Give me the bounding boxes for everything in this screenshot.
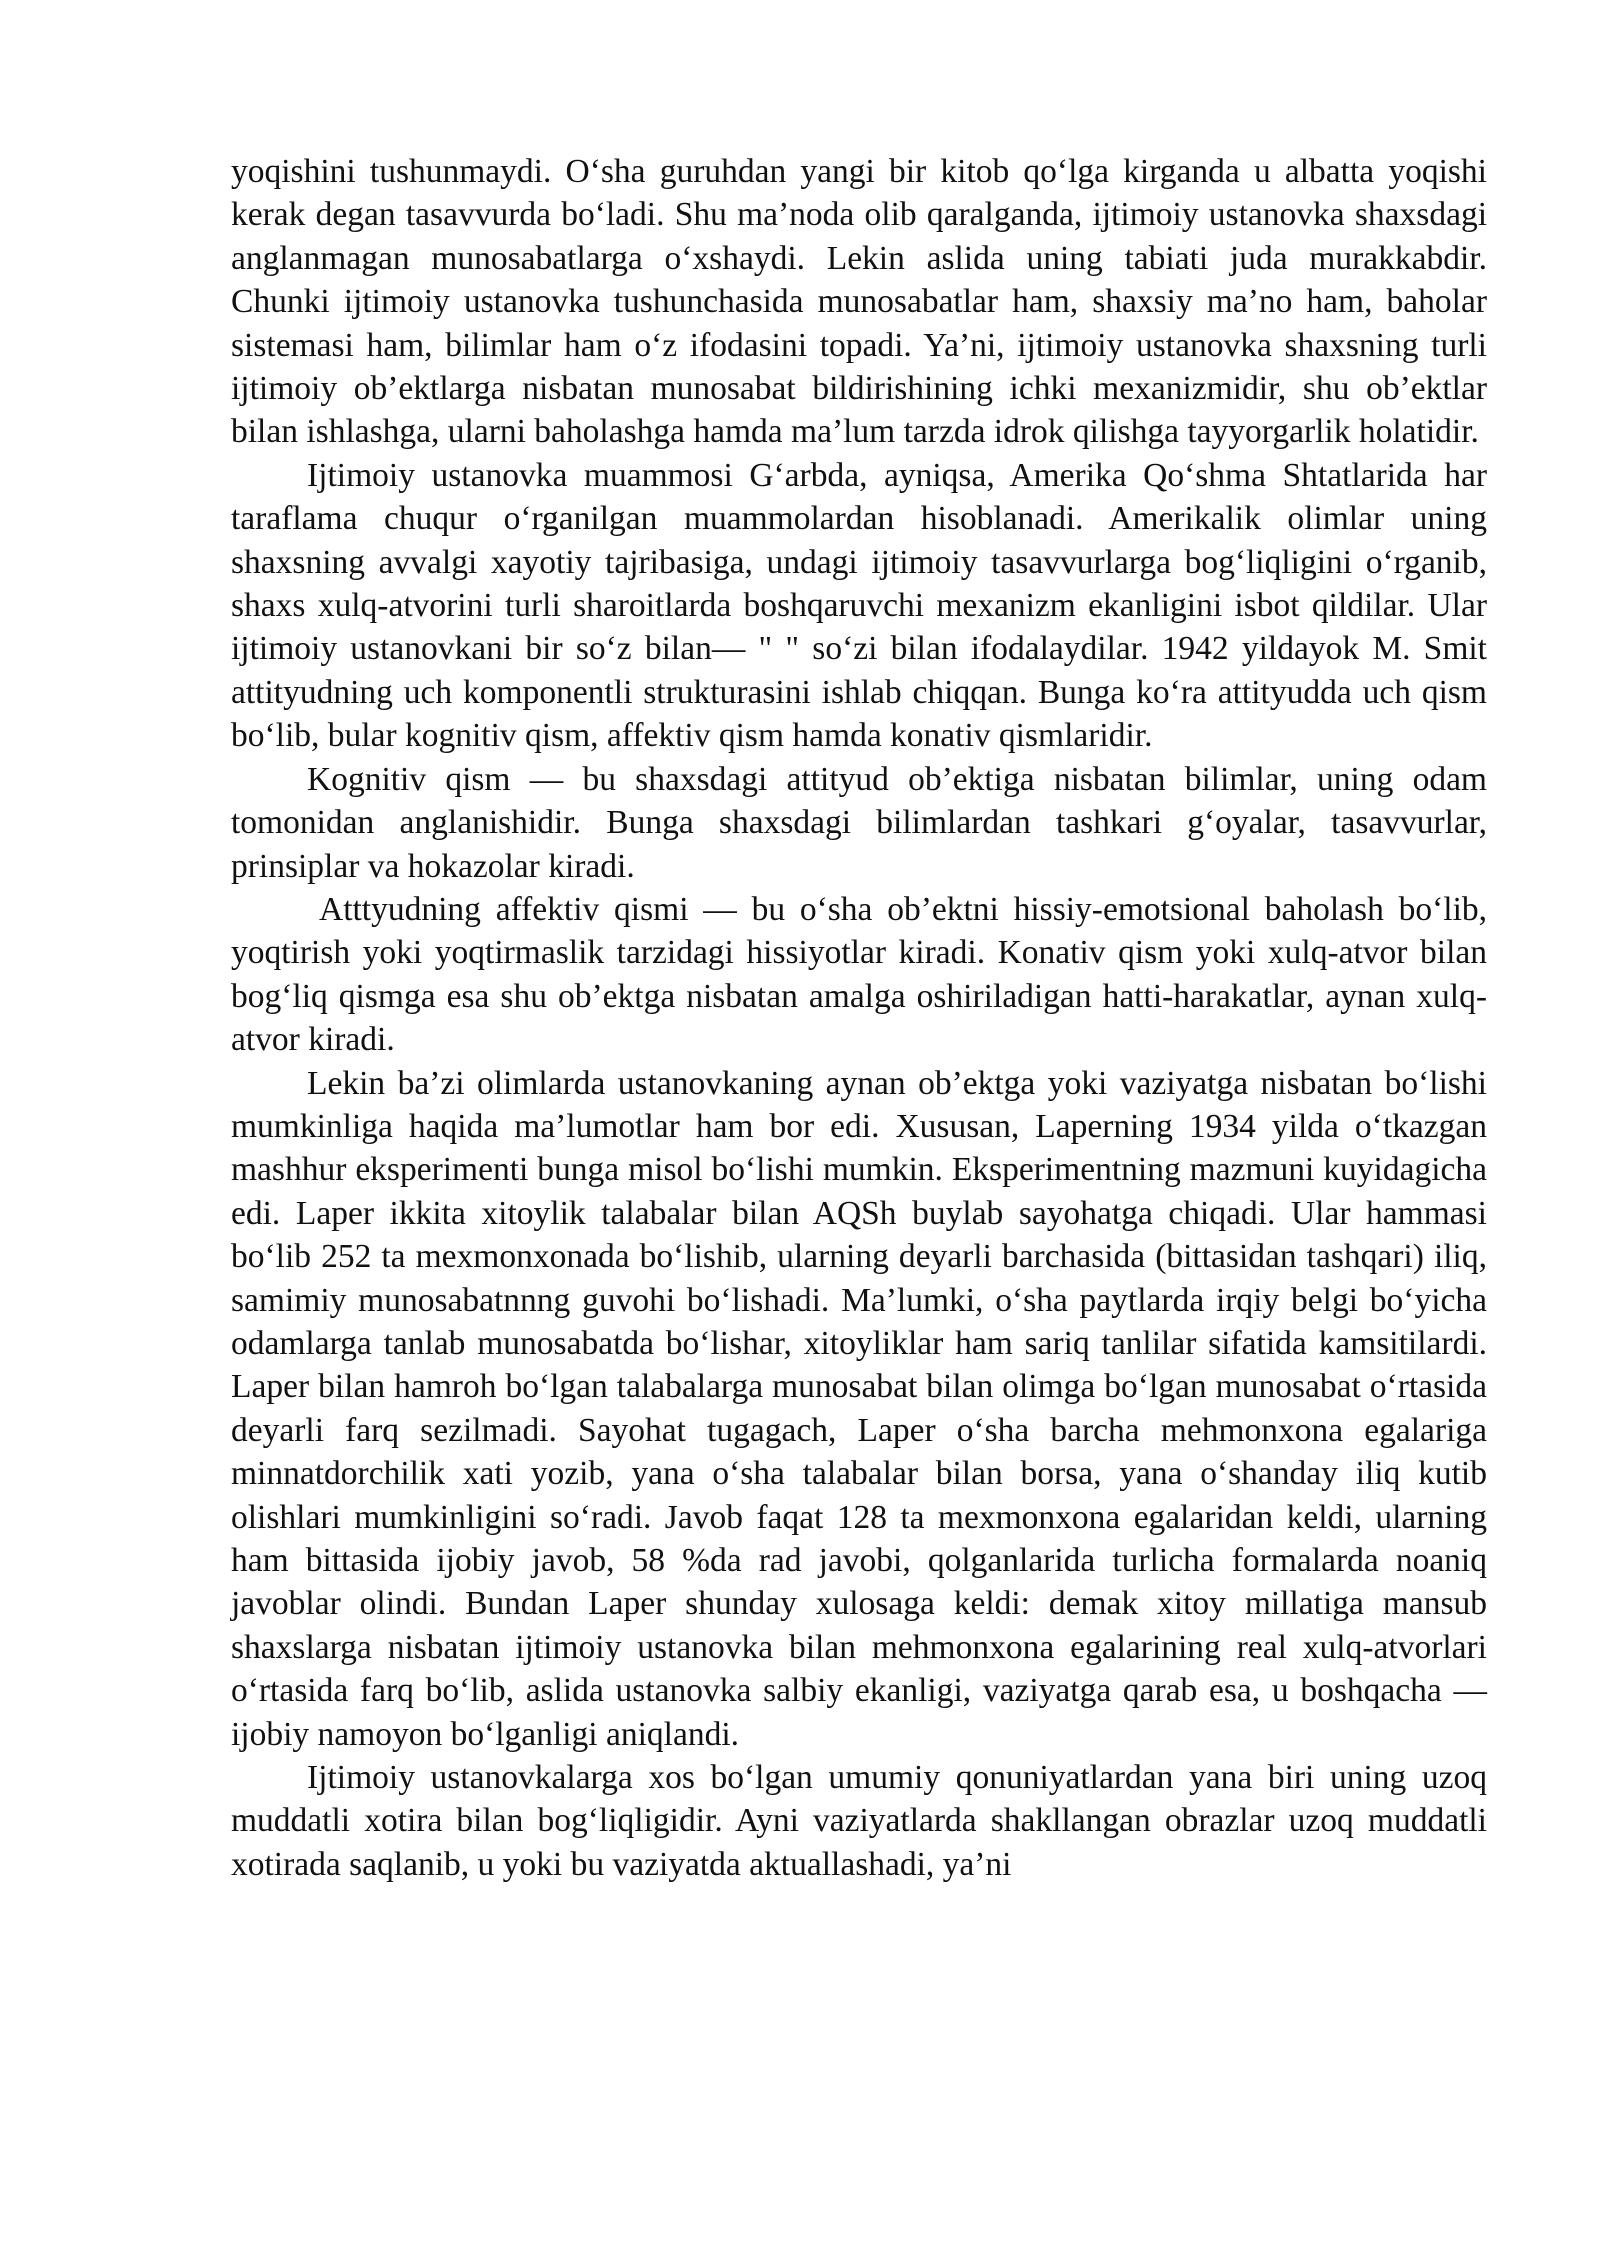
document-page: [231, 150, 1487, 1886]
paragraph-3: Kognitiv qism — bu shaxsdagi attityud ob’ektiga nisbatan bilimlar, uning odam tomonidan anglanishidir. Bunga shaxsdagi bilimlardan tashkari g‘oyalar, tasavvurlar, prinsiplar va hokazolar kiradi.: [231, 760, 1487, 885]
paragraph-6: Ijtimoiy ustanovkalarga xos bo‘lgan umumiy qonuniyatlardan yana biri uning uzoq muddatli xotira bilan bog‘liqligidir. Ayni vaziyatlarda shakllangan obrazlar uzoq muddatli xotirada saqlanib, u yoki bu vaziyatda aktuallashadi, ya’ni: [231, 1759, 1487, 1883]
paragraph-4: Atttyudning affektiv qismi — bu o‘sha ob’ektni hissiy-emotsional baholash bo‘lib, yoqtirish yoki yoqtirmaslik tarzidagi hissiyotlar kiradi. Konativ qism yoki xulq-atvor bilan bog‘liq qismga esa shu ob’ektga nisbatan amalga oshiriladigan hatti-harakatlar, aynan xulq-atvor kiradi.: [231, 890, 1487, 1059]
paragraph-1: yoqishini tushunmaydi. O‘sha guruhdan yangi bir kitob qo‘lga kirganda u albatta yoqishi kerak degan tasavvurda bo‘ladi. Shu ma’noda olib qaralganda, ijtimoiy ustanovka shaxsdagi anglanmagan munosabatlarga o‘xshaydi. Lekin aslida uning tabiati juda murakkabdir. Chunki ijtimoiy ustanovka tushunchasida munosabatlar ham, shaxsiy ma’no ham, baholar sistemasi ham, bilimlar ham o‘z ifodasini topadi. Ya’ni, ijtimoiy ustanovka shaxsning turli ijtimoiy ob’ektlarga nisbatan munosabat bildirishining ichki mexanizmidir, shu ob’ektlar bilan ishlashga, ularni baholashga hamda ma’lum tarzda idrok qilishga tayyorgarlik holatidir.: [231, 153, 1487, 451]
paragraph-2: Ijtimoiy ustanovka muammosi G‘arbda, ayniqsa, Amerika Qo‘shma Shtatlarida har taraflama chuqur o‘rganilgan muammolardan hisoblanadi. Amerikalik olimlar uning shaxsning avvalgi xayotiy tajribasiga, undagi ijtimoiy tasavvurlarga bog‘liqligini o‘rganib, shaxs xulq-atvorini turli sharoitlarda boshqaruvchi mexanizm ekanligini isbot qildilar. Ular ijtimoiy ustanovkani bir so‘z bilan— " " so‘zi bilan ifodalaydilar. 1942 yildayok M. Smit attityudning uch komponentli strukturasini ishlab chiqqan. Bunga ko‘ra attityudda uch qism bo‘lib, bular kognitiv qism, affektiv qism hamda konativ qismlaridir.: [231, 456, 1487, 755]
paragraph-5: Lekin ba’zi olimlarda ustanovkaning aynan ob’ektga yoki vaziyatga nisbatan bo‘lishi mumkinliga haqida ma’lumotlar ham bor edi. Xususan, Laperning 1934 yilda o‘tkazgan mashhur eksperimenti bunga misol bo‘lishi mumkin. Eksperimentning mazmuni kuyidagicha edi. Laper ikkita xitoylik talabalar bilan AQSh buylab sayohatga chiqadi. Ular hammasi bo‘lib 252 ta mexmonxonada bo‘lishib, ularning deyarli barchasida (bittasidan tashqari) iliq, samimiy munosabatnnng guvohi bo‘lishadi. Ma’lumki, o‘sha paytlarda irqiy belgi bo‘yicha odamlarga tanlab munosabatda bo‘lishar, xitoyliklar ham sariq tanlilar sifatida kamsitilardi. Laper bilan hamroh bo‘lgan talabalarga munosabat bilan olimga bo‘lgan munosabat o‘rtasida deyarli farq sezilmadi. Sayohat tugagach, Laper o‘sha barcha mehmonxona egalariga minnatdorchilik xati yozib, yana o‘sha talabalar bilan borsa, yana o‘shanday iliq kutib olishlari mumkinligini so‘radi. Javob faqat 128 ta mexmonxona egalaridan keldi, ularning ham bittasida ijobiy javob, 58 %da rad javobi, qolganlarida turlicha formalarda noaniq javoblar olindi. Bundan Laper shunday xulosaga keldi: demak xitoy millatiga mansub shaxslarga nisbatan ijtimoiy ustanovka bilan mehmonxona egalarining real xulq-atvorlari o‘rtasida farq bo‘lib, aslida ustanovka salbiy ekanligi, vaziyatga qarab esa, u boshqacha — ijobiy namoyon bo‘lganligi aniqlandi.: [231, 1064, 1487, 1753]
